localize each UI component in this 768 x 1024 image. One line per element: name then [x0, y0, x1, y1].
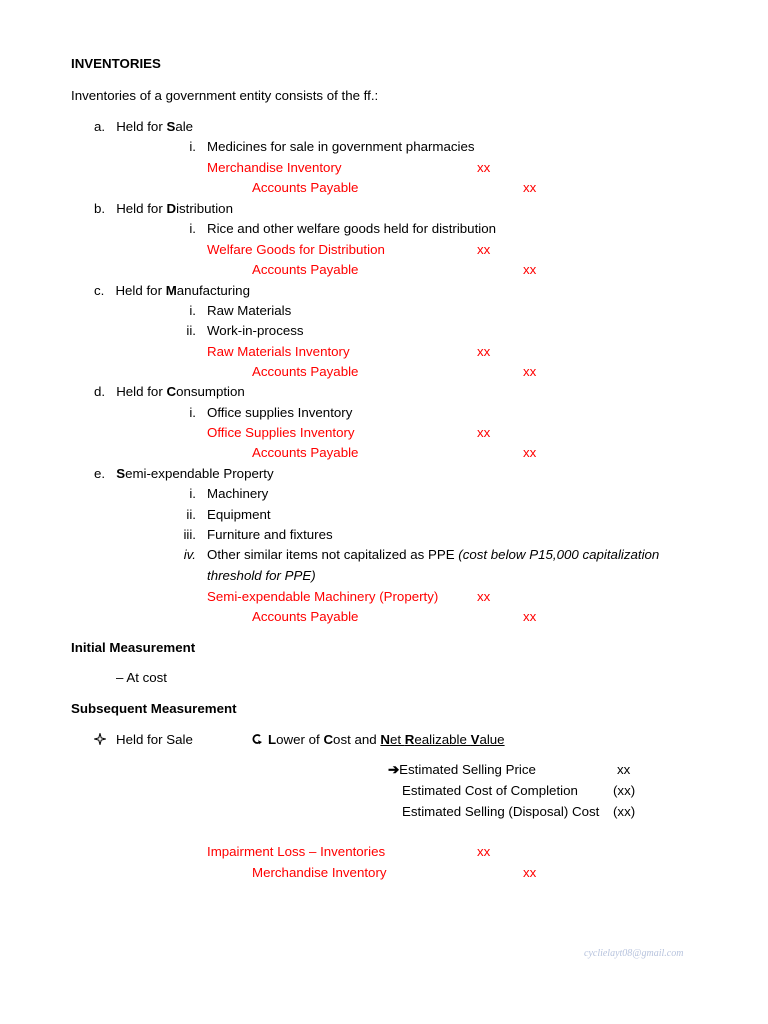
- item-number: ii.: [186, 323, 196, 338]
- intro-text: Inventories of a government entity consists of the ff.:: [71, 88, 379, 103]
- item-text: Other similar items not capitalized as PPE (cost below P15,000 capitalization: [207, 547, 660, 562]
- item-text: Machinery: [207, 486, 269, 501]
- curved-arrow-icon: [251, 733, 263, 749]
- item-number: i.: [189, 486, 196, 501]
- credit-account: Merchandise Inventory: [252, 865, 387, 880]
- debit-account: Merchandise Inventory: [207, 160, 342, 175]
- credit-amount: xx: [523, 262, 537, 277]
- nrv-amount: xx: [617, 762, 631, 777]
- item-number: iv.: [183, 547, 196, 562]
- nrv-amount: (xx): [613, 804, 636, 819]
- debit-amount: xx: [477, 425, 491, 440]
- debit-amount: xx: [477, 844, 491, 859]
- credit-amount: xx: [523, 364, 537, 379]
- nrv-line: Estimated Cost of Completion: [402, 783, 578, 798]
- item-note: (cost below P15,000 capitalization: [458, 547, 660, 562]
- credit-amount: xx: [523, 180, 537, 195]
- nrv-line: Estimated Selling (Disposal) Cost: [402, 804, 600, 819]
- section-d-heading: d. Held for Consumption: [94, 384, 245, 399]
- debit-account: Impairment Loss – Inventories: [207, 844, 386, 859]
- debit-account: Semi-expendable Machinery (Property): [207, 589, 439, 604]
- item-text: Rice and other welfare goods held for distribution: [207, 221, 497, 236]
- measurement-rule: Lower of Cost and Net Realizable Value: [268, 732, 505, 747]
- diamond-bullet-icon: [94, 733, 106, 749]
- item-text: Furniture and fixtures: [207, 527, 333, 542]
- debit-amount: xx: [477, 589, 491, 604]
- debit-amount: xx: [477, 160, 491, 175]
- nrv-amount: (xx): [613, 783, 636, 798]
- debit-amount: xx: [477, 344, 491, 359]
- section-c-heading: c. Held for Manufacturing: [94, 283, 250, 298]
- item-number: i.: [189, 303, 196, 318]
- credit-amount: xx: [523, 609, 537, 624]
- item-number: iii.: [183, 527, 196, 542]
- item-text: Raw Materials: [207, 303, 292, 318]
- item-note-continued: threshold for PPE): [207, 568, 316, 583]
- item-text: Equipment: [207, 507, 271, 522]
- credit-account: Accounts Payable: [252, 609, 359, 624]
- page-title: INVENTORIES: [71, 56, 161, 71]
- credit-account: Accounts Payable: [252, 262, 359, 277]
- nrv-line: ➔Estimated Selling Price: [388, 762, 536, 777]
- credit-amount: xx: [523, 445, 537, 460]
- debit-account: Raw Materials Inventory: [207, 344, 350, 359]
- item-text: Medicines for sale in government pharmacies: [207, 139, 475, 154]
- item-number: ii.: [186, 507, 196, 522]
- initial-measurement-text: – At cost: [116, 670, 167, 685]
- item-number: i.: [189, 405, 196, 420]
- section-e-heading: e. Semi-expendable Property: [94, 466, 274, 481]
- credit-account: Accounts Payable: [252, 445, 359, 460]
- held-for-sale-label: Held for Sale: [116, 732, 193, 747]
- debit-account: Welfare Goods for Distribution: [207, 242, 385, 257]
- initial-measurement-heading: Initial Measurement: [71, 640, 196, 655]
- section-b-heading: b. Held for Distribution: [94, 201, 233, 216]
- debit-account: Office Supplies Inventory: [207, 425, 355, 440]
- section-a-heading: a. Held for Sale: [94, 119, 194, 134]
- item-text: Office supplies Inventory: [207, 405, 353, 420]
- debit-amount: xx: [477, 242, 491, 257]
- credit-amount: xx: [523, 865, 537, 880]
- subsequent-measurement-heading: Subsequent Measurement: [71, 701, 237, 716]
- email-watermark: cyclielayt08@gmail.com: [584, 948, 684, 959]
- item-text: Work-in-process: [207, 323, 304, 338]
- credit-account: Accounts Payable: [252, 180, 359, 195]
- item-number: i.: [189, 139, 196, 154]
- right-arrow-icon: ➔: [388, 762, 400, 777]
- item-number: i.: [189, 221, 196, 236]
- credit-account: Accounts Payable: [252, 364, 359, 379]
